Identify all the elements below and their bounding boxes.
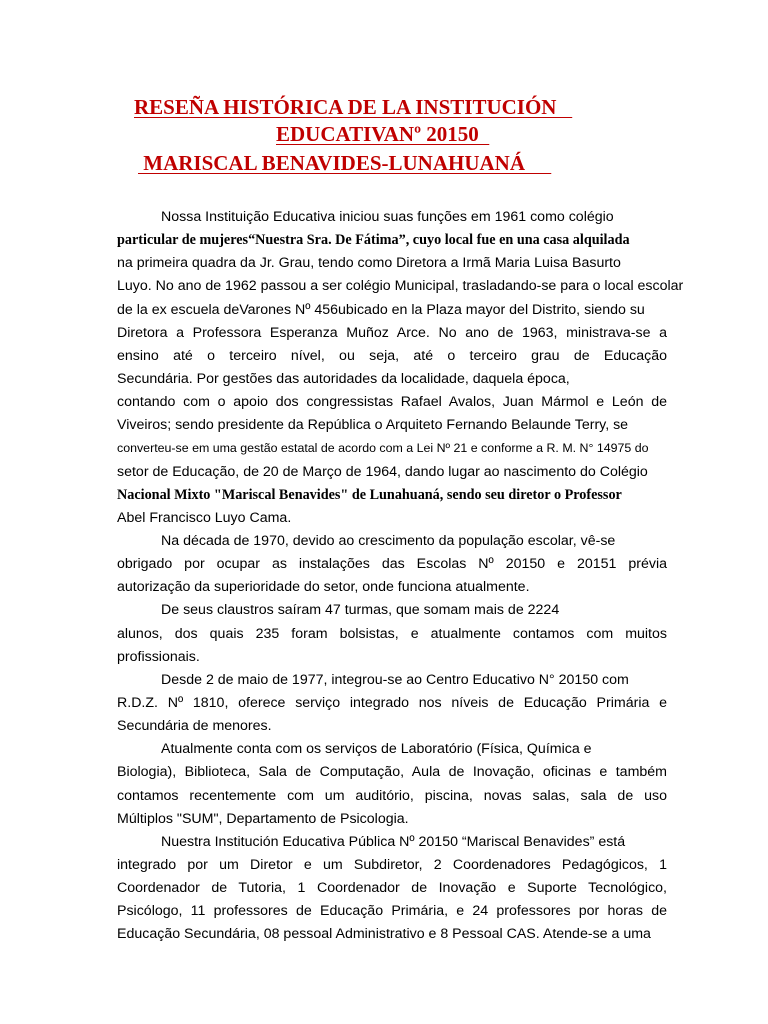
text-line: contando com o apoio dos congressistas Rafael Avalos, Juan Mármol e León de xyxy=(117,394,667,411)
text-line: Secundária. Por gestões das autoridades da localidade, daquela época, xyxy=(117,370,570,387)
text-line: converteu-se em uma gestão estatal de acordo com a Lei Nº 21 e conforme a R. M. N° 14975 do xyxy=(117,441,649,456)
text-line: Educação Secundária, 08 pessoal Administrativo e 8 Pessoal CAS. Atende-se a uma xyxy=(117,926,651,943)
text-line: de la ex escuela deVarones Nº 456ubicado en la Plaza mayor del Distrito, siendo su xyxy=(117,301,645,318)
text-line: Na década de 1970, devido ao crescimento da população escolar, vê-se xyxy=(161,532,616,549)
text-line: Psicólogo, 11 professores de Educação Primária, e 24 professores por horas de xyxy=(117,903,667,920)
text-line: Desde 2 de maio de 1977, integrou-se ao Centro Educativo N° 20150 com xyxy=(161,671,629,688)
text-line: setor de Educação, de 20 de Março de 1964, dando lugar ao nascimento do Colégio xyxy=(117,463,648,480)
text-line: Nuestra Institución Educativa Pública Nº 20150 “Mariscal Benavides” está xyxy=(161,833,626,850)
text-line: Viveiros; sendo presidente da República o Arquiteto Fernando Belaunde Terry, se xyxy=(117,417,629,434)
text-line: contamos recentemente com um auditório, piscina, novas salas, sala de uso xyxy=(117,787,667,804)
text-line: obrigado por ocupar as instalações das Escolas Nº 20150 e 20151 prévia xyxy=(117,556,667,573)
text-line: ensino até o terceiro nível, ou seja, até o terceiro grau de Educação xyxy=(117,347,667,364)
document-body xyxy=(117,206,684,947)
text-line: Nacional Mixto "Mariscal Benavides" de Lunahuaná, sendo seu diretor o Professor xyxy=(117,486,622,503)
text-line: Múltiplos "SUM", Departamento de Psicologia. xyxy=(117,810,409,827)
text-line: De seus claustros saíram 47 turmas, que somam mais de 2224 xyxy=(161,602,560,619)
text-line: autorização da superioridade do setor, onde funciona atualmente. xyxy=(117,579,530,596)
text-line: profissionais. xyxy=(117,648,200,665)
text-line: Biologia), Biblioteca, Sala de Computação, Aula de Inovação, oficinas e também xyxy=(117,764,667,781)
text-line: Luyo. No ano de 1962 passou a ser colégio Municipal, trasladando-se para o local escolar xyxy=(117,278,684,295)
title-line-1: RESEÑA HISTÓRICA DE LA INSTITUCIÓN xyxy=(134,95,573,119)
text-line: Abel Francisco Luyo Cama. xyxy=(117,509,292,526)
text-line: Nossa Instituição Educativa iniciou suas funções em 1961 como colégio xyxy=(161,209,614,225)
text-line: Diretora a Professora Esperanza Muñoz Arce. No ano de 1963, ministrava-se a xyxy=(117,324,667,341)
text-line: R.D.Z. Nº 1810, oferece serviço integrado nos níveis de Educação Primária e xyxy=(117,694,667,711)
text-line: na primeira quadra da Jr. Grau, tendo como Diretora a Irmã Maria Luisa Basurto xyxy=(117,255,621,272)
text-line: particular de mujeres“Nuestra Sra. De Fátima”, cuyo local fue en una casa alquilada xyxy=(117,232,630,249)
text-line: Secundária de menores. xyxy=(117,718,272,735)
text-line: alunos, dos quais 235 foram bolsistas, e atualmente contamos com muitos xyxy=(117,625,667,642)
text-line: integrado por um Diretor e um Subdiretor, 2 Coordenadores Pedagógicos, 1 xyxy=(117,856,667,873)
title-line-3: MARISCAL BENAVIDES-LUNAHUANÁ xyxy=(138,151,552,175)
text-line: Coordenador de Tutoria, 1 Coordenador de Inovação e Suporte Tecnológico, xyxy=(117,880,667,897)
title-line-2: EDUCATIVANº 20150 xyxy=(276,122,490,146)
text-line: Atualmente conta com os serviços de Laboratório (Física, Química e xyxy=(161,741,592,758)
